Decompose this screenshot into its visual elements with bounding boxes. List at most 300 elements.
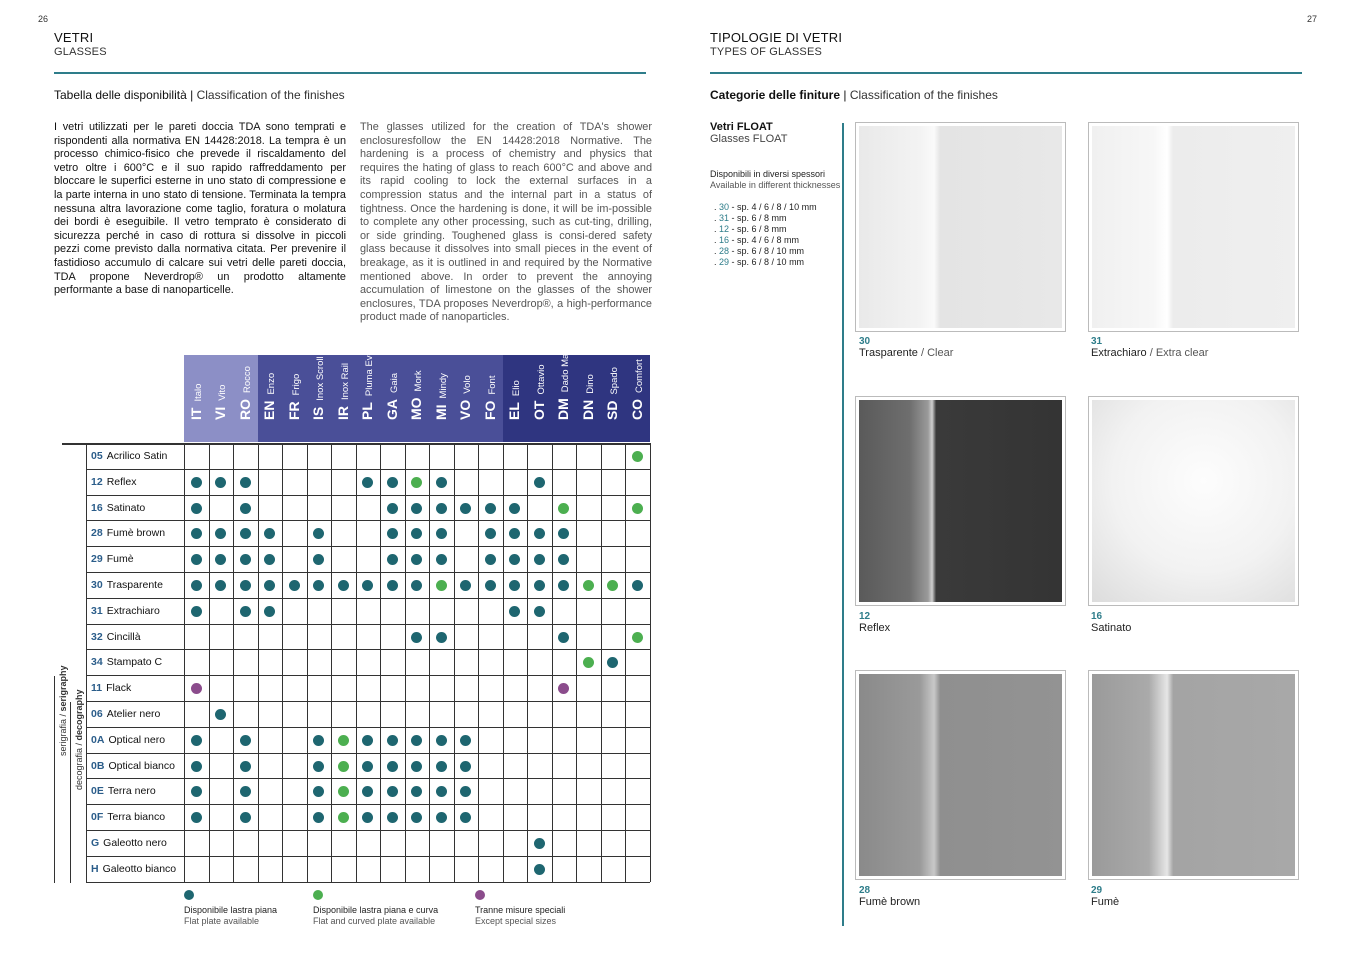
row-code: 0A [91,733,105,746]
availability-dot [485,503,496,514]
section-sep: | [840,88,850,102]
column-code: DN [579,399,596,420]
column-name: Dado Maxi [560,346,571,393]
column-header-label [506,380,524,420]
availability-dot [362,735,373,746]
availability-dot [436,786,447,797]
thickness-prefix: . [714,224,720,234]
availability-dot [485,528,496,539]
thickness-heading [710,169,840,191]
row-name: Fumè brown [106,527,166,540]
availability-dot [509,554,520,565]
row-rule [86,882,650,883]
availability-dot [534,580,545,591]
row-name: Flack [106,682,132,695]
caption-code: 28 [859,885,871,896]
column-name: Font [486,375,498,395]
availability-dot [411,812,422,823]
column-header-pl [356,350,381,442]
caption-16 [1091,611,1131,634]
legend-en: Except special sizes [475,916,557,926]
thickness-dash: - [729,202,738,212]
row-name: Atelier nero [106,708,161,720]
group-label-decography [74,689,84,790]
availability-dot [583,580,594,591]
availability-dot [313,786,324,797]
swatch-30 [855,122,1066,332]
float-heading [710,121,787,145]
availability-dot [411,735,422,746]
availability-dot [313,580,324,591]
availability-dot [387,528,398,539]
availability-dot [558,554,569,565]
group-label-serigraphy [58,665,68,756]
column-code: GA [383,399,400,420]
column-name: Volo [462,375,473,394]
availability-dot [558,528,569,539]
group-rule-decography [70,702,71,883]
availability-dot [411,554,422,565]
row-rule [86,598,650,599]
column-header-label [237,366,255,420]
column-code: PL [359,402,375,420]
availability-dot [411,503,422,514]
availability-dot [387,735,398,746]
swatch-image [859,674,1062,876]
availability-dot [436,812,447,823]
intro-text-en: The glasses utilized for the creation of TDA's shower enclosuresfollow the EN 14428:2018 Normative. The hardening is a process of chemistry and physics that requires the hating of glass to reach 600°C and above and its rapid cooling to lock the external surfaces in a compression status and the internal part in a status of tightness. Once the hardening is done, it will be im-possible to complete any other processing, such as cut-ting, drilling, or side grinding. Toughened glass is consi-dered safety glass because it dissolves into small pieces in the event of breakage, as it is outlined in and required by the Normative mentioned above. In order to prevent the annoying accumulation of limestone on the glasses of the shower enclosures, TDA proposes Neverdrop®, a high-performance product made of nanoparticles. [360,121,652,324]
availability-dot [338,786,349,797]
page-number-left: 26 [38,14,49,24]
column-code: RO [236,399,253,420]
section-heading-right [710,88,998,102]
column-rule [307,443,308,882]
availability-dot [191,503,202,514]
thickness-text: sp. 6 / 8 mm [737,224,787,234]
section-heading [54,88,345,102]
row-label-0b [91,760,175,772]
row-code: 05 [91,450,103,462]
column-rule [454,443,455,882]
availability-dot [215,477,226,488]
row-code: 11 [91,682,103,695]
availability-dot [460,503,471,514]
column-code: FR [285,401,302,420]
row-code: 34 [91,656,103,669]
column-code: VI [212,406,228,420]
thickness-item [714,246,817,257]
row-rule [86,546,650,547]
column-code: EN [261,400,277,420]
availability-dot [411,477,422,488]
caption-name [1091,347,1208,359]
row-name: Acrilico Satin [106,450,168,462]
thickness-code: 29 [719,257,730,267]
availability-dot [215,554,226,565]
caption-name-it: Trasparente [859,347,918,359]
thickness-prefix: . [714,202,720,212]
availability-dot [191,606,202,617]
availability-dot [411,761,422,772]
availability-dot [215,528,226,539]
column-header-sd [601,355,626,442]
row-label-16 [91,502,145,514]
row-label-28 [91,527,165,539]
column-name: Frigo [290,373,302,396]
availability-dot [240,580,251,591]
column-rule [233,443,234,882]
availability-dot [240,812,251,823]
thickness-text: sp. 4 / 6 / 8 / 10 mm [737,202,817,212]
label-left-rule [86,443,87,882]
row-name: Galeotto nero [103,837,167,849]
float-subtitle: Glasses FLOAT [710,133,788,145]
column-header-en [258,355,283,442]
availability-dot [313,528,324,539]
availability-dot [460,761,471,772]
group-rule-serigraphy [54,676,55,882]
title-rule-right [710,72,1302,74]
page-title-right: TIPOLOGIE DI VETRI [710,30,843,45]
swatch-image [1092,400,1295,602]
column-header-label [335,363,353,420]
column-name: Rocco [241,366,253,393]
row-code: 16 [91,501,103,514]
row-label-32 [91,631,141,643]
column-code: FO [481,400,498,420]
column-header-label [457,375,475,420]
column-header-label [310,356,328,420]
thickness-text: sp. 6 / 8 / 10 mm [737,257,805,267]
column-name: Inox Rail [339,363,351,400]
availability-dot [509,580,520,591]
thickness-dash: - [729,246,738,256]
availability-dot [264,554,275,565]
legend-text [184,905,277,927]
availability-dot [607,580,618,591]
row-code: 32 [91,630,103,643]
availability-dot [436,554,447,565]
row-label-12 [91,476,136,488]
row-rule [86,469,650,470]
availability-dot [411,528,422,539]
caption-sep: / [917,347,928,359]
row-label-11 [91,682,131,694]
availability-dot [191,683,202,694]
swatch-image [859,400,1062,602]
availability-dot [485,580,496,591]
availability-dot [460,812,471,823]
availability-dot [313,735,324,746]
legend-en: Flat and curved plate available [313,916,436,926]
thickness-item [714,202,817,213]
thickness-code: 31 [719,213,730,223]
availability-dot [191,554,202,565]
column-rule [380,443,381,882]
availability-dot [436,528,447,539]
thickness-en: Available in different thicknesses [710,180,841,190]
availability-dot [264,528,275,539]
column-code: IS [310,406,326,420]
column-header-label [188,384,206,420]
row-name: Satinato [106,501,146,514]
row-name: Fumè [106,553,134,566]
availability-dot [191,580,202,591]
availability-dot [509,528,520,539]
row-rule [86,753,650,754]
availability-dot [558,503,569,514]
column-name: Vito [217,384,228,401]
row-label-h [91,863,176,875]
availability-dot [362,580,373,591]
thickness-item [714,257,817,268]
caption-code: 30 [859,336,871,347]
row-name: Optical nero [108,733,166,746]
column-name: Ottavio [535,364,547,395]
column-rule [282,443,283,882]
section-sep: | [186,88,197,102]
availability-dot [436,761,447,772]
thickness-it: Disponibili in diversi spessori [710,169,826,179]
column-code: IR [334,406,351,420]
availability-dot [240,761,251,772]
caption-30 [859,336,953,359]
availability-dot [191,786,202,797]
availability-dot [191,477,202,488]
legend-dot-teal [184,890,194,900]
row-rule [86,856,650,857]
availability-dot [632,503,643,514]
row-rule [86,675,650,676]
row-label-0e [91,785,156,797]
column-rule [429,443,430,882]
column-header-label [359,350,377,420]
page-title: VETRI [54,30,94,45]
availability-dot [411,580,422,591]
thickness-code: 28 [719,246,730,256]
column-code: OT [530,400,547,420]
thickness-prefix: . [714,213,720,223]
availability-dot [215,709,226,720]
row-rule [86,727,650,728]
caption-code: 16 [1091,611,1103,622]
swatch-31 [1088,122,1299,332]
availability-dot [313,554,324,565]
column-code: IT [187,407,204,420]
legend-item-purple [475,890,565,927]
availability-dot [264,580,275,591]
column-header-vi [209,355,234,442]
column-header-label [580,374,598,420]
column-code: DM [555,398,571,420]
row-label-31 [91,605,160,617]
availability-dot [387,580,398,591]
availability-dot [411,786,422,797]
caption-29 [1091,885,1119,908]
availability-dot [436,477,447,488]
swatch-16 [1088,396,1299,606]
caption-31 [1091,336,1208,359]
availability-dot [436,503,447,514]
caption-name: Reflex [859,622,891,634]
availability-dot [240,554,251,565]
legend-dot-purple [475,890,485,900]
availability-dot [436,580,447,591]
caption-code: 29 [1091,885,1103,896]
thickness-prefix: . [714,246,720,256]
row-code: 0E [91,785,104,798]
availability-dot [558,632,569,643]
availability-dot [411,632,422,643]
column-header-label [629,359,647,420]
row-code: G [91,837,100,849]
section-heading-en: Classification of the finishes [849,88,998,102]
availability-dot [534,477,545,488]
column-rule [209,443,210,882]
column-header-dm [552,346,577,442]
availability-dot [387,503,398,514]
row-name: Terra bianco [107,811,166,824]
row-rule [86,495,650,496]
column-name: Dino [584,374,596,394]
row-code: 0F [91,811,104,824]
column-header-ga [380,355,405,442]
group-sep: / [58,711,68,719]
availability-dot [509,503,520,514]
row-code: 29 [91,553,103,566]
availability-dot [362,761,373,772]
caption-name [859,347,953,359]
availability-dot [240,477,251,488]
row-label-30 [91,579,163,591]
section-heading-it: Tabella delle disponibilità [54,88,187,102]
column-rule [405,443,406,882]
column-header-label [261,373,279,420]
availability-dot [313,812,324,823]
availability-dot [534,864,545,875]
column-name: Gaia [388,372,400,393]
column-header-is [307,355,332,442]
column-header-fr [282,355,307,442]
availability-dot [632,451,643,462]
row-label-34 [91,656,162,668]
availability-dot [240,606,251,617]
column-header-label [384,373,402,420]
legend-it: Disponibile lastra piana [184,905,278,915]
availability-dot [338,735,349,746]
row-code: 0B [91,759,105,772]
column-header-label [482,376,500,420]
column-header-ro [233,355,258,442]
decografia-label: decografia [74,747,84,790]
thickness-dash: - [729,235,738,245]
column-header-label [408,370,426,420]
thickness-dash: - [729,213,738,223]
column-rule [527,443,528,882]
thickness-prefix: . [714,257,720,267]
intro-text-it: I vetri utilizzati per le pareti doccia TDA sono temprati e rispondenti alla normativa EN 14428:2018. La tempra è un processo chimico-fisico che prevede il riscaldamento del vetro oltre i 600°C e il suo rapido raffreddamento per bloccare le superfici esterne in uno stato di compressione e la parte interna in uno stato di tensione. Terminata la tempra nessuna altra lavorazione come taglio, foratura o molatura dei bordi è eseguibile. Il vetro temprato è considerato di sicurezza perché in caso di rottura si dissolve in piccoli pezzi come previsto dalla normativa citata. Per prevenire il fastidioso accumulo di calcare sui vetri delle pareti doccia, TDA propone Neverdrop® un prodotto altamente performante a base di nanoparticelle. [54,121,346,297]
row-rule [86,804,650,805]
float-title: Vetri FLOAT [710,121,773,133]
column-header-ot [527,355,552,442]
column-code: SD [604,400,620,420]
row-name: Optical bianco [108,759,175,772]
availability-dot [215,580,226,591]
row-code: H [91,862,99,875]
row-name: Stampato C [106,656,163,669]
column-code: EL [506,402,522,420]
availability-dot [436,735,447,746]
availability-dot [387,761,398,772]
availability-dot [240,528,251,539]
caption-name-it: Extrachiaro [1091,347,1147,359]
title-rule [54,72,646,74]
swatch-29 [1088,670,1299,880]
column-header-vo [454,355,479,442]
availability-dot [362,812,373,823]
row-rule [86,649,650,650]
availability-dot [191,735,202,746]
column-header-mi [429,355,454,442]
availability-dot [191,761,202,772]
caption-sep: / [1146,347,1156,359]
availability-dot [191,528,202,539]
page-number-right: 27 [1307,14,1318,24]
column-rule [184,443,185,882]
thickness-list [714,202,817,268]
thickness-code: 12 [719,224,730,234]
availability-dot [534,528,545,539]
swatch-28 [855,670,1066,880]
caption-name: Fumè [1091,896,1120,908]
row-name: Reflex [106,475,137,488]
row-code: 12 [91,475,103,488]
thickness-prefix: . [714,235,720,245]
column-rule [478,443,479,882]
page-subtitle: GLASSES [54,46,107,58]
availability-dot [632,632,643,643]
swatch-12 [855,396,1066,606]
caption-name: Fumè brown [859,896,921,908]
availability-dot [460,786,471,797]
availability-dot [485,554,496,565]
vertical-rule [842,123,844,926]
column-rule [503,443,504,882]
availability-dot [387,477,398,488]
row-name: Extrachiaro [106,604,160,617]
column-header-ir [331,355,356,442]
thickness-code: 16 [719,235,730,245]
availability-dot [264,606,275,617]
caption-name: Satinato [1091,622,1132,634]
column-name: Mork [413,370,424,392]
row-rule [86,520,650,521]
availability-dot [362,477,373,488]
column-header-label [531,364,549,420]
availability-dot [558,580,569,591]
serigrafia-label: serigrafia [58,718,68,756]
column-rule [650,443,651,882]
column-name: Elio [511,380,522,397]
row-code: 30 [91,579,103,591]
row-label-05 [91,450,167,462]
availability-dot [632,580,643,591]
caption-code: 31 [1091,336,1103,347]
column-header-fo [478,355,503,442]
column-header-label [286,374,304,420]
column-rule [356,443,357,882]
column-header-mo [405,355,430,442]
